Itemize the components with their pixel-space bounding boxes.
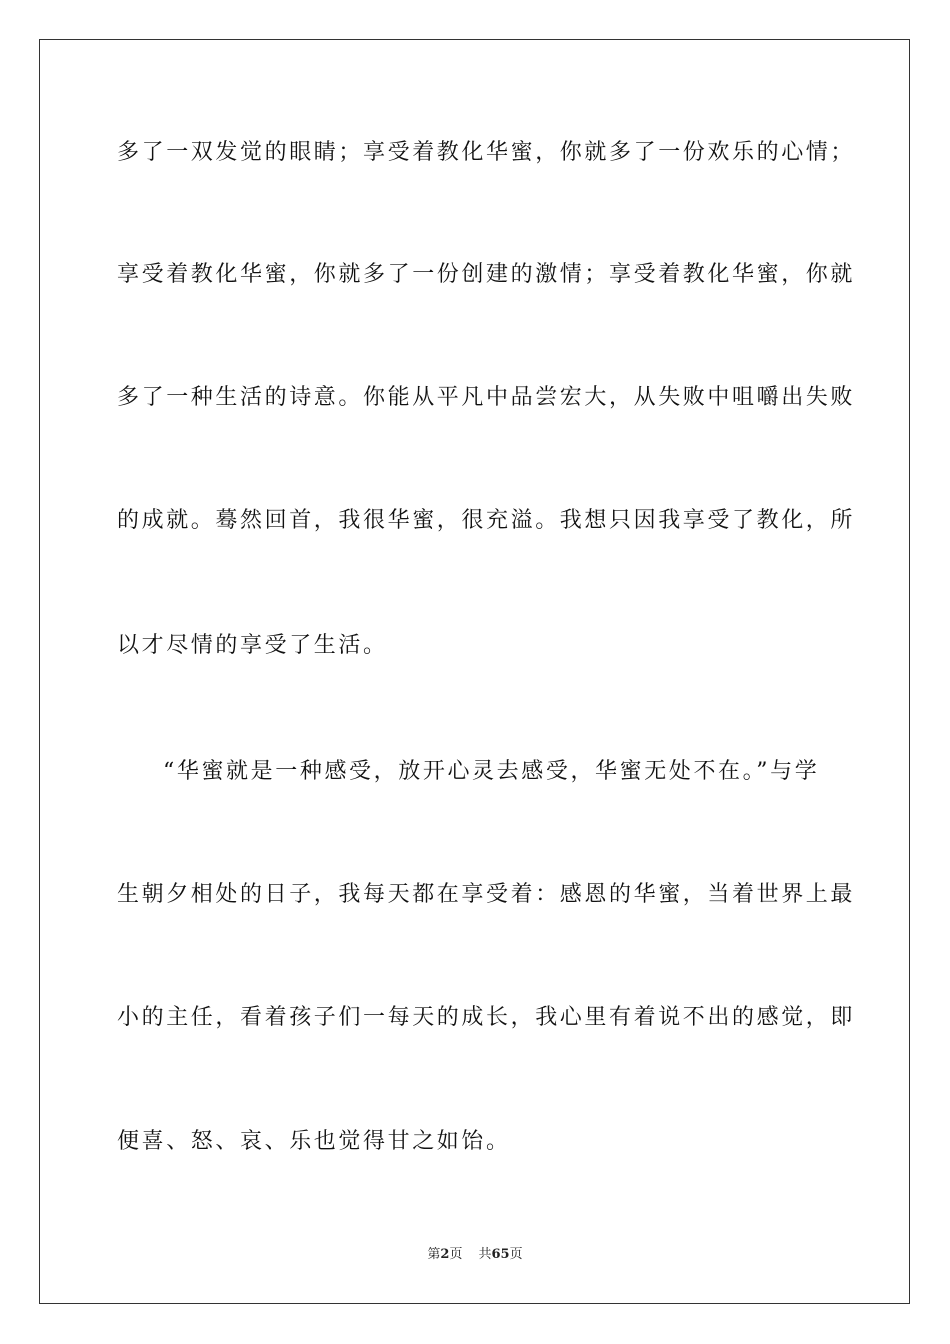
total-pages: 65 [491,1247,510,1262]
total-suffix: 页 [509,1247,523,1262]
body-text-line: 便喜、怒、哀、乐也觉得甘之如饴。 [117,1129,511,1154]
body-text-line: 享受着教化华蜜，你就多了一份创建的激情；享受着教化华蜜，你就 [117,262,856,287]
body-text-line: 多了一种生活的诗意。你能从平凡中品尝宏大，从失败中咀嚼出失败 [117,385,856,410]
page-suffix: 页 [449,1247,463,1262]
body-text-line: 多了一双发觉的眼睛；享受着教化华蜜，你就多了一份欢乐的心情； [117,140,856,165]
page-border [39,39,910,1304]
body-text-line: 的成就。蓦然回首，我很华蜜，很充溢。我想只因我享受了教化，所 [117,508,856,533]
total-prefix: 共 [478,1247,492,1262]
page-footer [0,1246,950,1264]
body-text-line: 生朝夕相处的日子，我每天都在享受着：感恩的华蜜，当着世界上最 [117,882,856,907]
page-prefix: 第 [427,1247,441,1262]
body-text-line: 小的主任，看着孩子们一每天的成长，我心里有着说不出的感觉，即 [117,1005,856,1030]
body-text-line: 以才尽情的享受了生活。 [117,633,388,658]
page-number: 2 [440,1247,450,1262]
paragraph-start-line: “华蜜就是一种感受，放开心灵去感受，华蜜无处不在。”与学 [163,759,820,784]
